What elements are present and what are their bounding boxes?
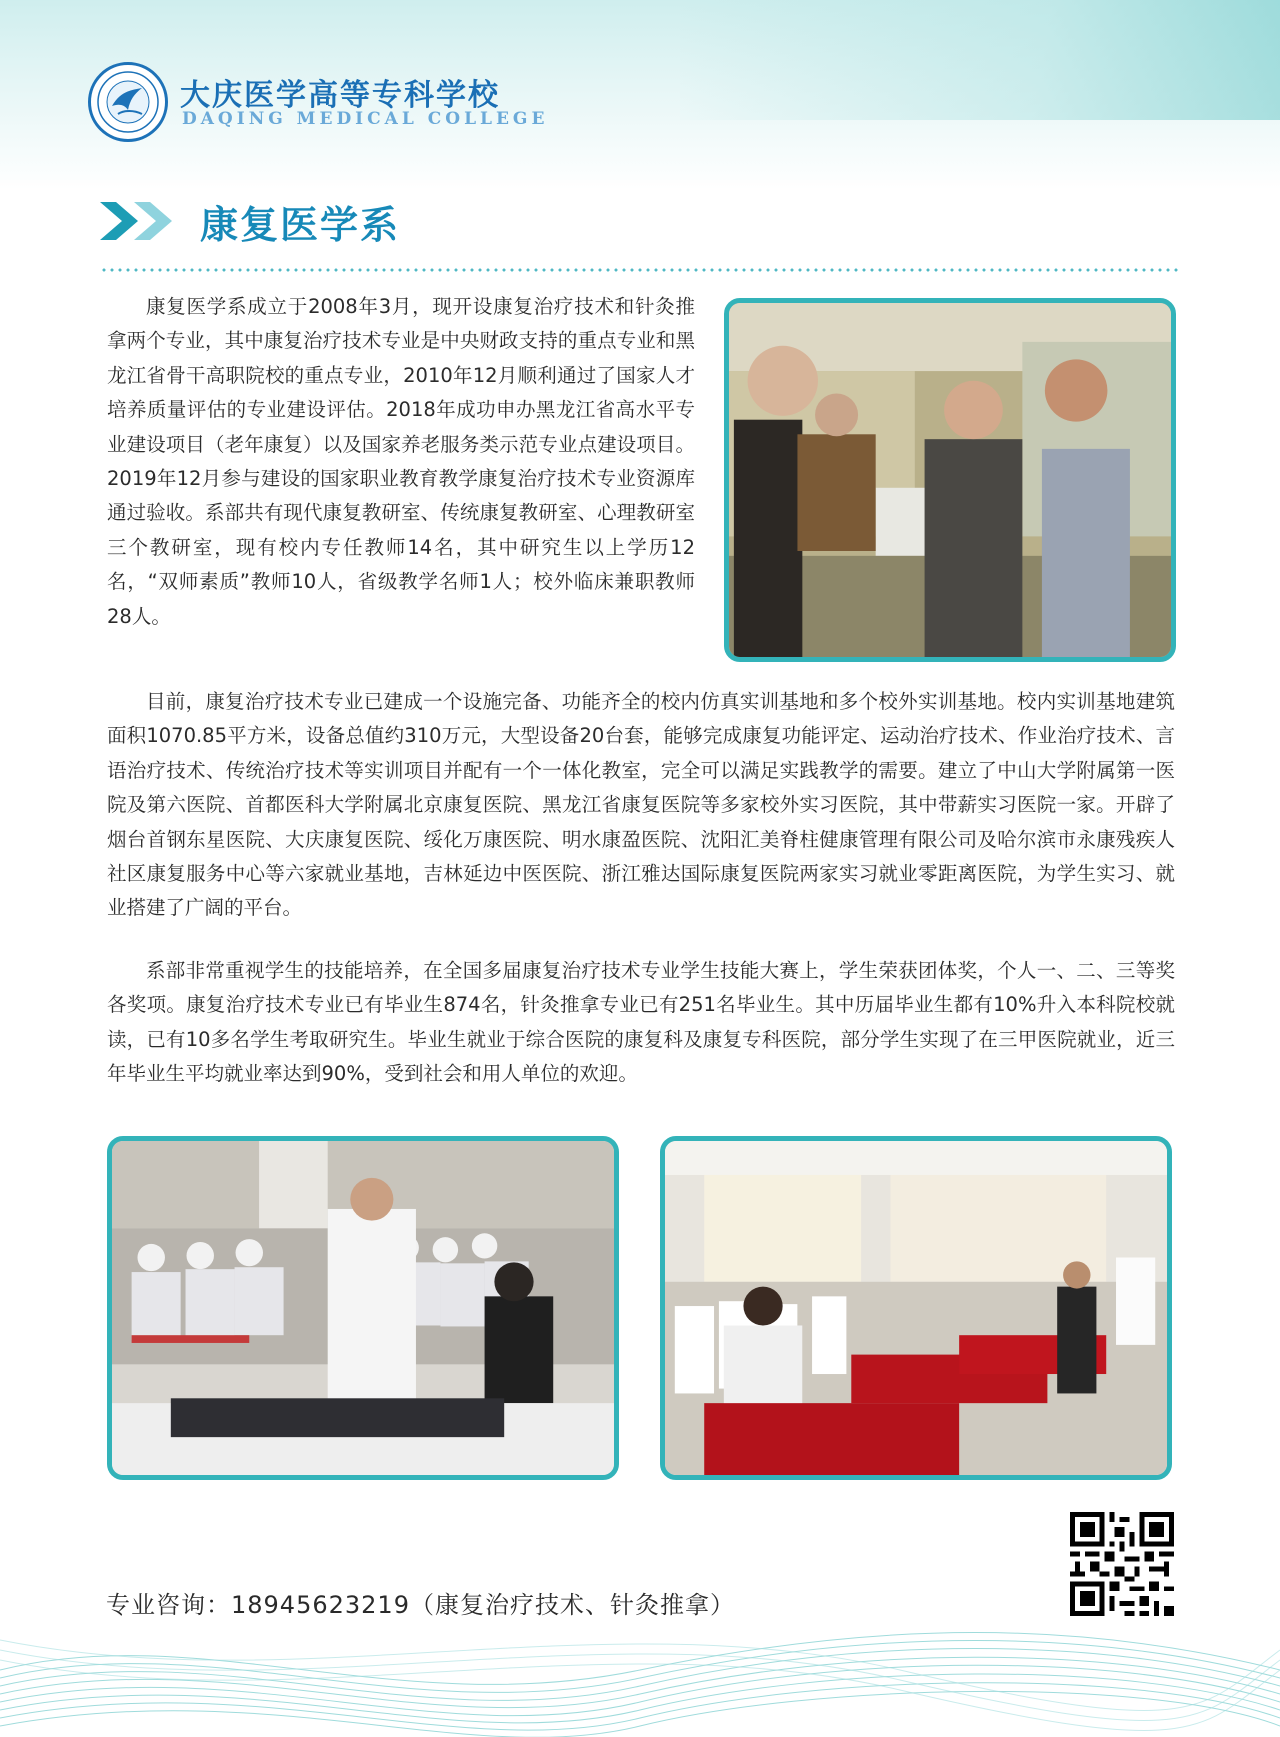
section-heading <box>100 196 400 246</box>
qr-code-icon[interactable] <box>1070 1512 1174 1616</box>
paragraph-student-outcomes: 系部非常重视学生的技能培养，在全国多届康复治疗技术专业学生技能大赛上，学生荣获团体奖，个人一、二、三等奖各奖项。康复治疗技术专业已有毕业生874名，针灸推拿专业已有251名毕业生。其中历届毕业生都有10%升入本科院校就读，已有10多名学生考取研究生。毕业生就业于综合医院的康复科及康复专科医院，部分学生实现了在三甲医院就业，近三年毕业生平均就业率达到90%，受到社会和用人单位的欢迎。 <box>107 959 1175 1086</box>
photo-practical-demonstration <box>107 1136 619 1480</box>
paragraph-history: 康复医学系成立于2008年3月，现开设康复治疗技术和针灸推拿两个专业，其中康复治疗技术专业是中央财政支持的重点专业和黑龙江省骨干高职院校的重点专业，2010年12月顺利通过了国家人才培养质量评估的专业建设评估。2018年成功申办黑龙江省高水平专业建设项目（老年康复）以及国家养老服务类示范专业点建设项目。2019年12月参与建设的国家职业教育教学康复治疗技术专业资源库通过验收。系部共有现代康复教研室、传统康复教研室、心理教研室三个教研室，现有校内专任教师14名，其中研究生以上学历12名，“双师素质”教师10人，省级教学名师1人；校外临床兼职教师28人。 <box>107 295 695 628</box>
photo-visiting-experts <box>724 298 1176 662</box>
dotted-divider <box>100 268 1178 272</box>
section-title: 康复医学系 <box>200 202 401 247</box>
decorative-wave-lines <box>0 1610 1280 1737</box>
double-chevron-right-icon <box>100 196 182 246</box>
consultation-contact: 专业咨询：18945623219（康复治疗技术、针灸推拿） <box>106 1591 735 1619</box>
paragraph-training-bases: 目前，康复治疗技术专业已建成一个设施完备、功能齐全的校内仿真实训基地和多个校外实训基地。校内实训基地建筑面积1070.85平方米，设备总值约310万元，大型设备20台套，能够完成康复功能评定、运动治疗技术、作业治疗技术、言语治疗技术、传统治疗技术等实训项目并配有一个一体化教室，完全可以满足实践教学的需要。建立了中山大学附属第一医院及第六医院、首都医科大学附属北京康复医院、黑龙江省康复医院等多家校外实习医院，其中带薪实习医院一家。开辟了烟台首钢东星医院、大庆康复医院、绥化万康医院、明水康盈医院、沈阳汇美脊柱健康管理有限公司及哈尔滨市永康残疾人社区康复服务中心等六家就业基地，吉林延边中医医院、浙江雅达国际康复医院两家实习就业零距离医院，为学生实习、就业搭建了广阔的平台。 <box>107 690 1175 920</box>
school-logo <box>88 62 168 142</box>
school-name-en: DAQING MEDICAL COLLEGE <box>182 109 549 129</box>
school-logo-bird-icon <box>96 70 160 134</box>
photo-training-room <box>660 1136 1172 1480</box>
school-name-cn: 大庆医学高等专科学校 <box>180 78 500 113</box>
